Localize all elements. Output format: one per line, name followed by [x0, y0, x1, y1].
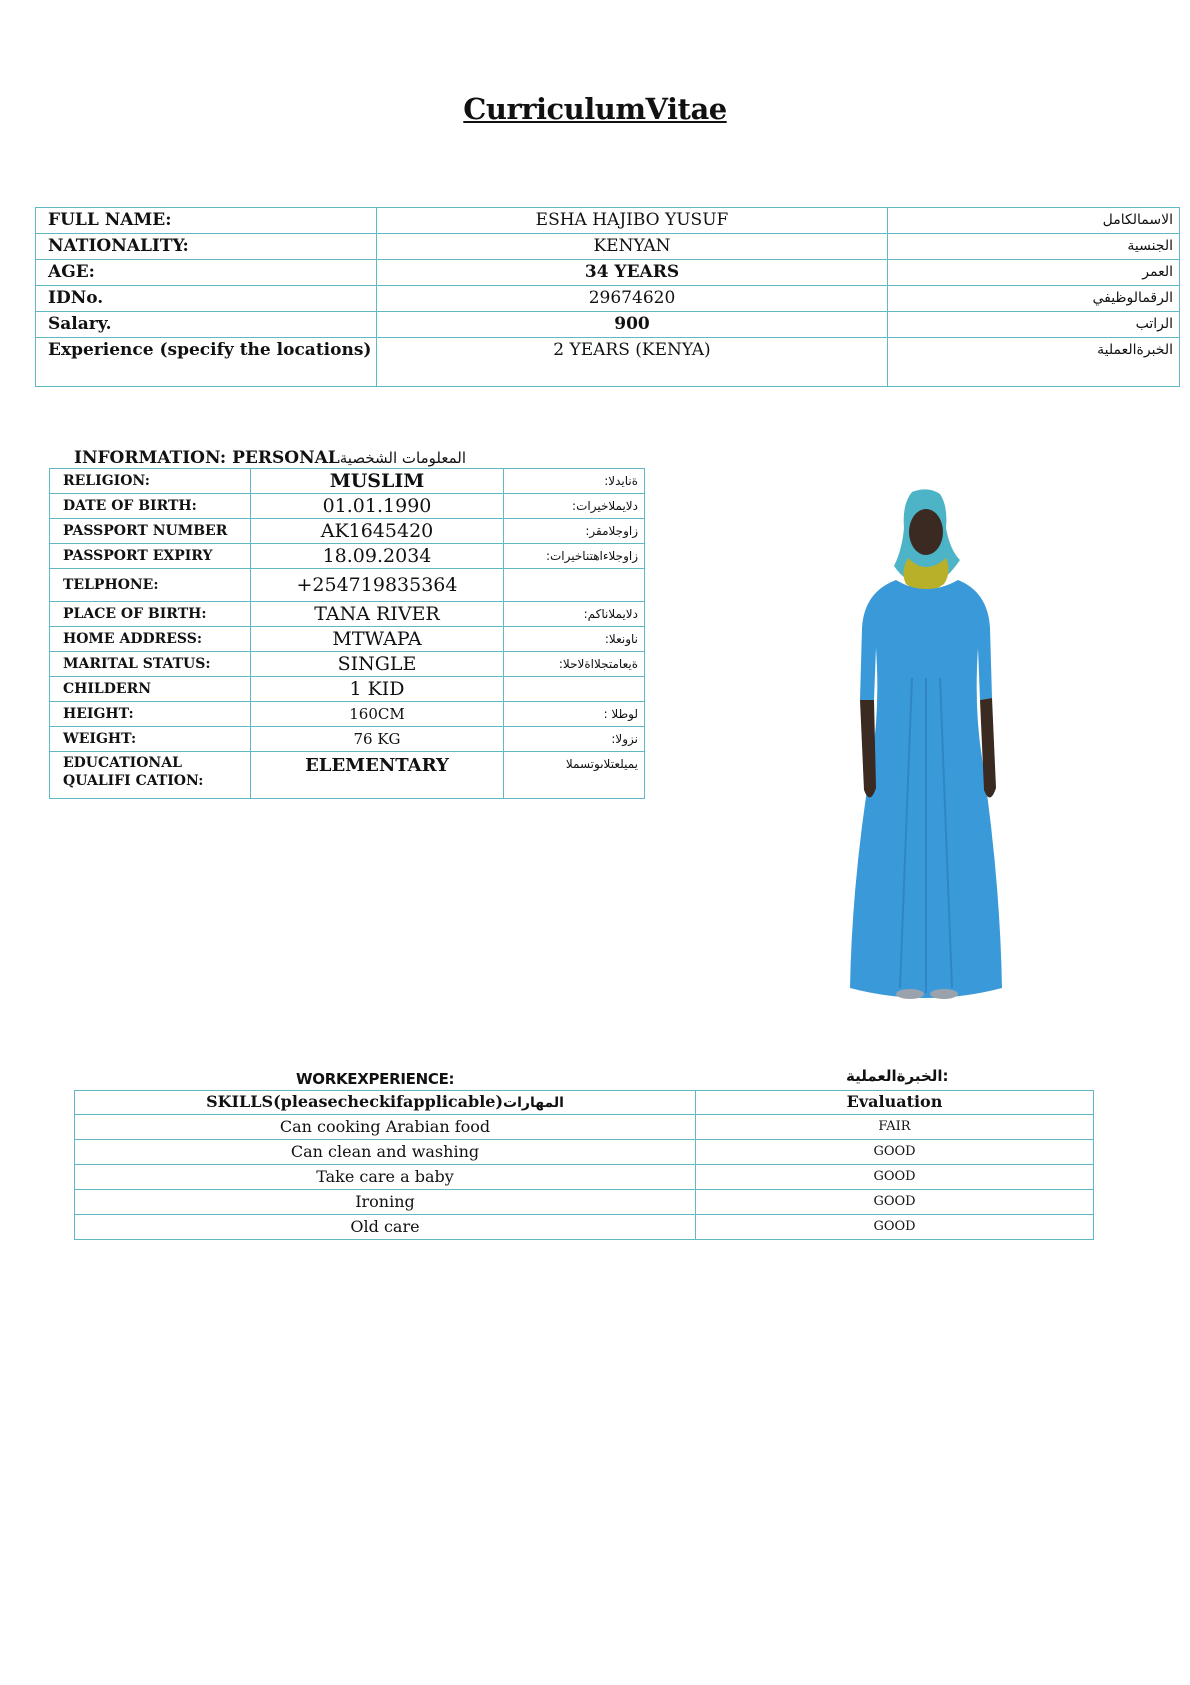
skill-cell: Old care — [75, 1215, 696, 1240]
table-row — [36, 338, 1180, 387]
table-row — [50, 519, 645, 544]
label-passport-expiry: PASSPORT EXPIRY — [50, 544, 251, 569]
table-row — [36, 260, 1180, 286]
value-place-of-birth: TANA RIVER — [251, 602, 504, 627]
skills-header-en: SKILLS(pleasecheckifapplicable) — [206, 1092, 504, 1111]
label-ar-nationality: الجنسية — [888, 234, 1180, 260]
skill-cell: Can cooking Arabian food — [75, 1115, 696, 1140]
table-row — [50, 727, 645, 752]
personal-heading-en: INFORMATION: PERSONAL — [74, 448, 340, 468]
skill-cell: Can clean and washing — [75, 1140, 696, 1165]
skills-header-ar: المهارات — [503, 1095, 564, 1111]
value-passport-number: AK1645420 — [251, 519, 504, 544]
table-row — [50, 677, 645, 702]
evaluation-cell: GOOD — [696, 1140, 1094, 1165]
label-full-name: FULL NAME: — [36, 208, 377, 234]
value-weight: 76 KG — [251, 727, 504, 752]
label-telephone: TELPHONE: — [50, 569, 251, 602]
label-ar-dob: :دلايملاخيرات — [504, 494, 645, 519]
label-ar-full-name: الاسمالكامل — [888, 208, 1180, 234]
skills-column-header — [75, 1091, 696, 1115]
value-salary: 900 — [377, 312, 888, 338]
value-experience: 2 YEARS (KENYA) — [377, 338, 888, 387]
value-marital-status: SINGLE — [251, 652, 504, 677]
label-ar-id: الرقمالوظيفي — [888, 286, 1180, 312]
evaluation-cell: GOOD — [696, 1165, 1094, 1190]
value-id: 29674620 — [377, 286, 888, 312]
table-row — [50, 602, 645, 627]
label-ar-religion: :ةنايدلا — [504, 469, 645, 494]
page-title: CurriculumVitae — [463, 92, 727, 126]
label-ar-home-address: :ناونعلا — [504, 627, 645, 652]
label-ar-passport-expiry: :زاوجلاءاهتناخيرات — [504, 544, 645, 569]
label-ar-telephone — [504, 569, 645, 602]
label-religion: RELIGION: — [50, 469, 251, 494]
skill-cell: Ironing — [75, 1190, 696, 1215]
work-experience-heading-ar: الخبرةالعملية: — [846, 1067, 949, 1085]
table-header-row — [75, 1091, 1094, 1115]
value-home-address: MTWAPA — [251, 627, 504, 652]
label-nationality: NATIONALITY: — [36, 234, 377, 260]
value-children: 1 KID — [251, 677, 504, 702]
skills-table — [74, 1090, 1094, 1240]
table-row — [36, 312, 1180, 338]
value-telephone: +254719835364 — [251, 569, 504, 602]
label-ar-education: يميلعتلاىوتسملا — [504, 752, 645, 799]
table-row — [36, 208, 1180, 234]
evaluation-cell: GOOD — [696, 1215, 1094, 1240]
value-nationality: KENYAN — [377, 234, 888, 260]
label-ar-passport-number: :زاوجلامقر — [504, 519, 645, 544]
label-place-of-birth: PLACE OF BIRTH: — [50, 602, 251, 627]
label-marital-status: MARITAL STATUS: — [50, 652, 251, 677]
personal-info-heading — [74, 448, 466, 468]
table-row — [50, 627, 645, 652]
personal-info-table — [49, 468, 645, 799]
label-age: AGE: — [36, 260, 377, 286]
value-age: 34 YEARS — [377, 260, 888, 286]
label-home-address: HOME ADDRESS: — [50, 627, 251, 652]
candidate-photo — [840, 488, 1010, 1008]
label-ar-place-of-birth: :دلايملاناكم — [504, 602, 645, 627]
label-ar-marital-status: :ةيعامتجلااةلاحلا — [504, 652, 645, 677]
summary-table — [35, 207, 1180, 387]
value-religion: MUSLIM — [251, 469, 504, 494]
table-row — [75, 1115, 1094, 1140]
evaluation-cell: GOOD — [696, 1190, 1094, 1215]
label-children: CHILDERN — [50, 677, 251, 702]
value-passport-expiry: 18.09.2034 — [251, 544, 504, 569]
value-height: 160CM — [251, 702, 504, 727]
value-full-name: ESHA HAJIBO YUSUF — [377, 208, 888, 234]
label-height: HEIGHT: — [50, 702, 251, 727]
label-ar-salary: الراتب — [888, 312, 1180, 338]
table-row — [50, 494, 645, 519]
personal-heading-ar: المعلومات الشخصية — [339, 449, 466, 467]
table-row — [50, 569, 645, 602]
label-passport-number: PASSPORT NUMBER — [50, 519, 251, 544]
label-dob: DATE OF BIRTH: — [50, 494, 251, 519]
value-education: ELEMENTARY — [251, 752, 504, 799]
label-salary: Salary. — [36, 312, 377, 338]
evaluation-column-header: Evaluation — [696, 1091, 1094, 1115]
label-ar-weight: :نزولا — [504, 727, 645, 752]
table-row — [50, 544, 645, 569]
table-row — [75, 1215, 1094, 1240]
table-row — [50, 652, 645, 677]
skill-cell: Take care a baby — [75, 1165, 696, 1190]
label-experience: Experience (specify the locations) — [36, 338, 377, 387]
table-row — [36, 286, 1180, 312]
table-row — [50, 702, 645, 727]
table-row — [50, 469, 645, 494]
work-experience-heading: WORKEXPERIENCE: — [296, 1070, 455, 1088]
label-id: IDNo. — [36, 286, 377, 312]
label-ar-experience: الخبرةالعملية — [888, 338, 1180, 387]
label-ar-height: : لوطلا — [504, 702, 645, 727]
label-ar-children — [504, 677, 645, 702]
label-ar-age: العمر — [888, 260, 1180, 286]
evaluation-cell: FAIR — [696, 1115, 1094, 1140]
table-row — [36, 234, 1180, 260]
value-dob: 01.01.1990 — [251, 494, 504, 519]
table-row — [75, 1140, 1094, 1165]
table-row — [75, 1165, 1094, 1190]
table-row — [50, 752, 645, 799]
label-weight: WEIGHT: — [50, 727, 251, 752]
label-education: EDUCATIONAL QUALIFI CATION: — [50, 752, 251, 799]
table-row — [75, 1190, 1094, 1215]
